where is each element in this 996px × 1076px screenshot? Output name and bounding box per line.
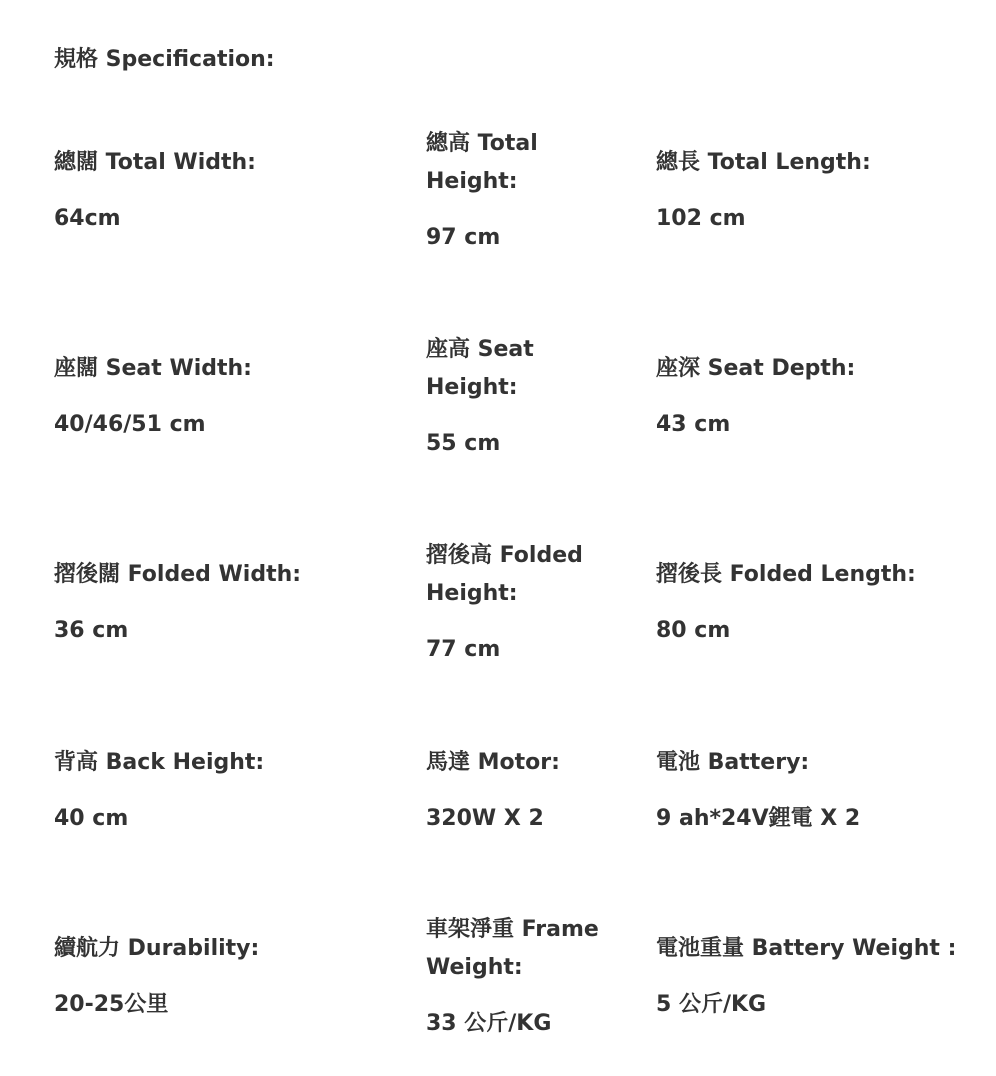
spec-seat-height [426,331,614,459]
spec-value: 80 cm [656,618,731,643]
spec-label: 座高 Seat Height: [426,337,534,400]
spec-value: 43 cm [656,412,731,437]
spec-value: 20-25公里 [54,992,169,1017]
spec-frame-weight [426,911,614,1039]
spec-value: 55 cm [426,431,501,456]
spec-value: 9 ah*24V鋰電 X 2 [656,806,861,831]
spec-label: 電池重量 Battery Weight : [656,936,957,961]
spec-label: 總高 Total Height: [426,131,538,194]
spec-value: 36 cm [54,618,129,643]
spec-value: 102 cm [656,206,746,231]
spec-value: 77 cm [426,637,501,662]
spec-motor [426,744,614,834]
spec-label: 背高 Back Height: [54,750,265,775]
spec-label: 電池 Battery: [656,750,810,775]
spec-label: 摺後闊 Folded Width: [54,562,302,587]
spec-label: 車架淨重 Frame Weight: [426,917,599,980]
spec-durability [54,930,384,1020]
spec-folded-width [54,556,384,646]
spec-value: 5 公斤/KG [656,992,767,1017]
spec-label: 總闊 Total Width: [54,150,256,175]
spec-label: 摺後長 Folded Length: [656,562,916,587]
spec-total-height [426,125,614,253]
spec-value: 64cm [54,206,121,231]
spec-label: 馬達 Motor: [426,750,560,775]
spec-seat-width [54,350,384,440]
spec-label: 摺後高 Folded Height: [426,543,583,606]
spec-value: 40 cm [54,806,129,831]
spec-label: 座深 Seat Depth: [656,356,856,381]
spec-label: 總長 Total Length: [656,150,871,175]
spec-value: 33 公斤/KG [426,1011,552,1036]
spec-battery [656,744,986,834]
spec-folded-height [426,537,614,665]
spec-label: 座闊 Seat Width: [54,356,252,381]
spec-value: 40/46/51 cm [54,412,206,437]
spec-total-length [656,144,986,234]
spec-battery-weight [656,930,986,1020]
spec-total-width [54,144,384,234]
spec-label: 續航力 Durability: [54,936,260,961]
spec-value: 320W X 2 [426,806,544,831]
spec-value: 97 cm [426,225,501,250]
spec-folded-length [656,556,986,646]
spec-back-height [54,744,384,834]
spec-seat-depth [656,350,986,440]
spec-heading: 規格 Specification: [54,47,275,72]
